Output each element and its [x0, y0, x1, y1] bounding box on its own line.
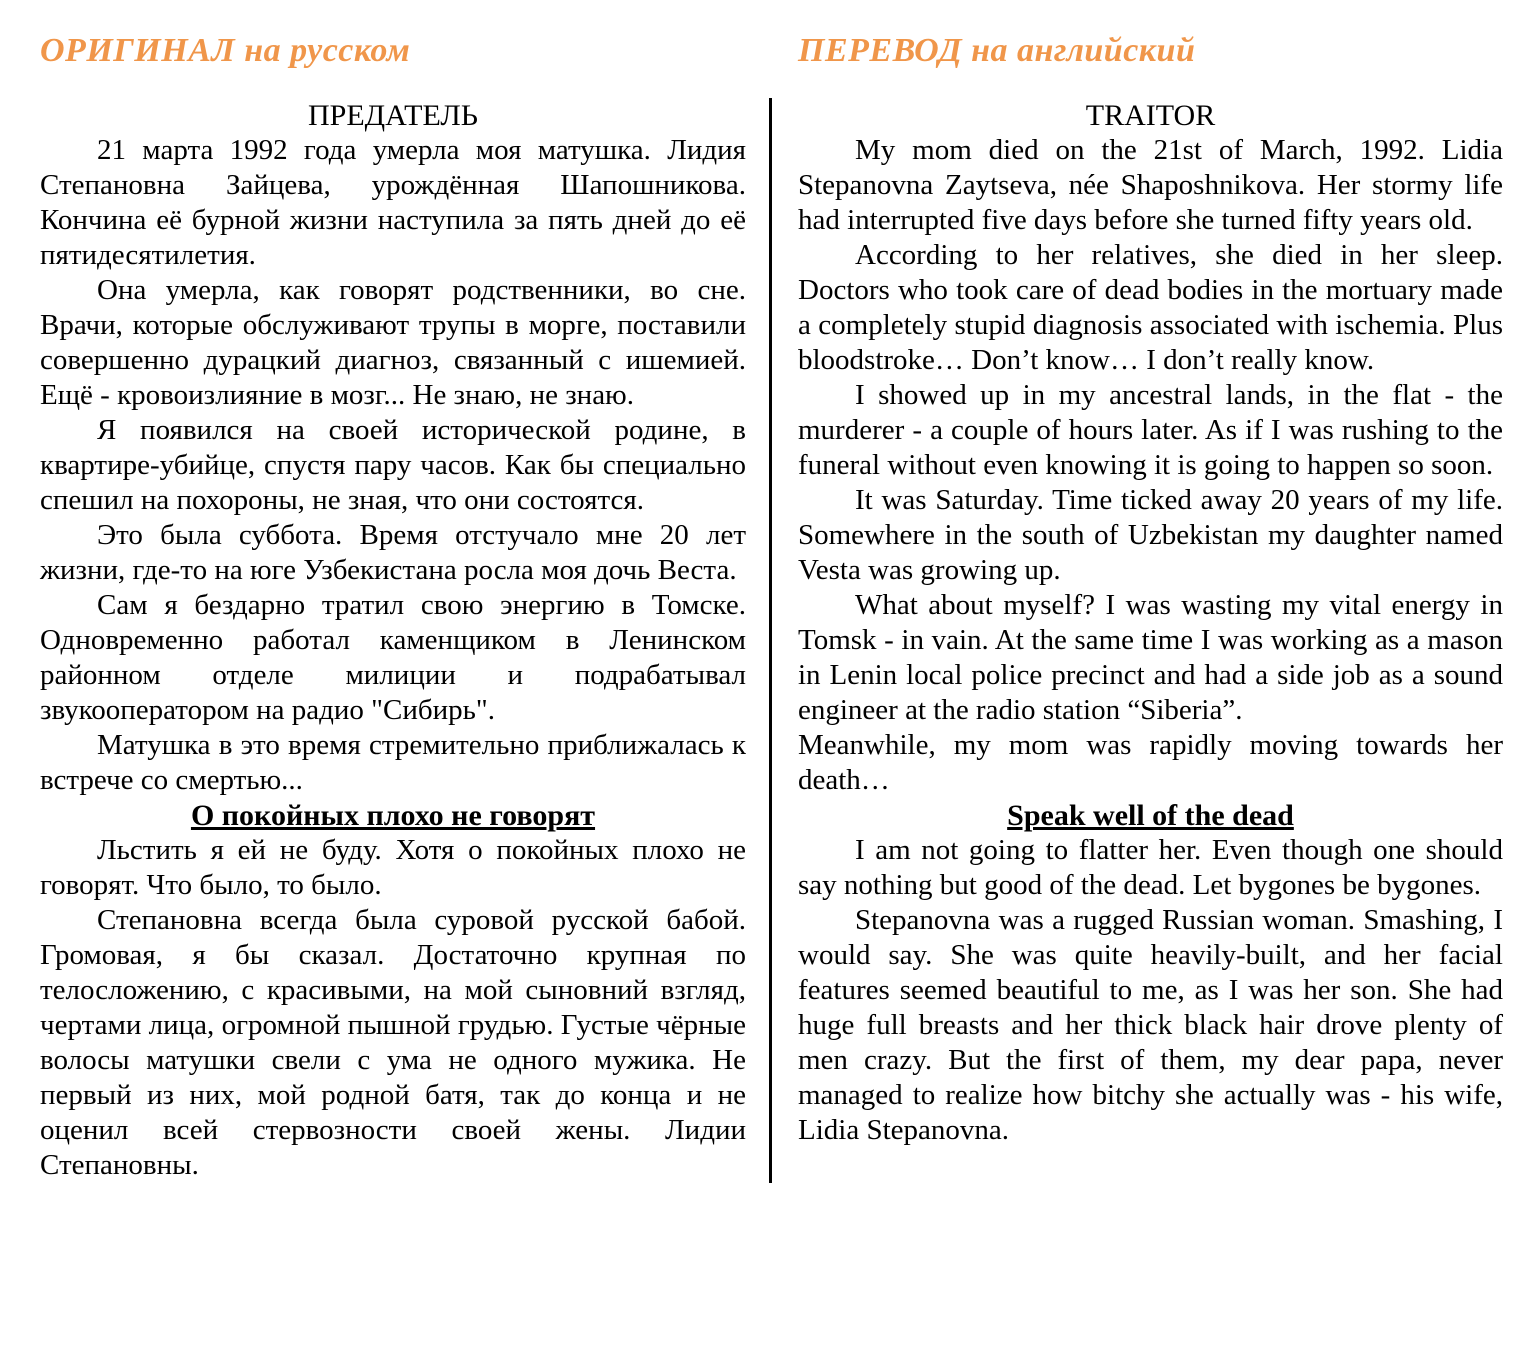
- english-paragraph: I am not going to flatter her. Even though one should say nothing but good of the dead. Let bygones be bygones.: [798, 834, 1503, 901]
- column-headers-row: [40, 30, 1503, 72]
- english-paragraph: It was Saturday. Time ticked away 20 years of my life. Somewhere in the south of Uzbekistan my daughter named Vesta was growing up.: [798, 484, 1503, 586]
- column-divider-line: [769, 98, 772, 1183]
- russian-paragraph: 21 марта 1992 года умерла моя матушка. Лидия Степановна Зайцева, урождённая Шапошникова. Кончина её бурной жизни наступила за пять дней до её пятидесятилетия.: [40, 134, 746, 271]
- russian-story-title: ПРЕДАТЕЛЬ: [308, 99, 478, 132]
- russian-original-column: [40, 98, 746, 1183]
- russian-paragraph: Это была суббота. Время отстучало мне 20 лет жизни, где-то на юге Узбекистана росла моя дочь Веста.: [40, 519, 746, 586]
- russian-paragraph: Степановна всегда была суровой русской бабой. Громовая, я бы сказал. Достаточно крупная по телосложению, с красивыми, на мой сыновний взгляд, чертами лица, огромной пышной грудью. Густые чёрные волосы матушки свели с ума не одного мужика. Не первый из них, мой родной батя, так до конца и не оценил всей стервозности своей жены. Лидии Степановны.: [40, 904, 746, 1181]
- english-paragraph: Meanwhile, my mom was rapidly moving towards her death…: [798, 729, 1503, 796]
- russian-paragraph: Матушка в это время стремительно приближалась к встрече со смертью...: [40, 729, 746, 796]
- english-section-heading: Speak well of the dead: [1007, 799, 1294, 832]
- russian-paragraph: Я появился на своей исторической родине, в квартире-убийце, спустя пару часов. Как бы специально спешил на похороны, не зная, что они состоятся.: [40, 414, 746, 516]
- original-russian-header: ОРИГИНАЛ на русском: [40, 32, 411, 69]
- english-story-title: TRAITOR: [1085, 99, 1216, 132]
- translation-english-header: ПЕРЕВОД на английский: [798, 32, 1196, 69]
- english-paragraph: My mom died on the 21st of March, 1992. Lidia Stepanovna Zaytseva, née Shaposhnikova. Her stormy life had interrupted five days before she turned fifty years old.: [798, 134, 1503, 236]
- russian-section-heading: О покойных плохо не говорят: [190, 799, 596, 832]
- english-paragraph: What about myself? I was wasting my vital energy in Tomsk - in vain. At the same time I was working as a mason in Lenin local police precinct and had a side job as a sound engineer at the radio station “Siberia”.: [798, 589, 1503, 726]
- english-translation-column: [798, 98, 1503, 1183]
- russian-paragraph: Льстить я ей не буду. Хотя о покойных плохо не говорят. Что было, то было.: [40, 834, 746, 901]
- english-paragraph: Stepanovna was a rugged Russian woman. Smashing, I would say. She was quite heavily-built, and her facial features seemed beautiful to me, as I was her son. She had huge full breasts and her thick black hair drove plenty of men crazy. But the first of them, my dear papa, never managed to realize how bitchy she actually was - his wife, Lidia Stepanovna.: [798, 904, 1503, 1146]
- two-column-content: [40, 98, 1503, 1183]
- english-paragraph: According to her relatives, she died in her sleep. Doctors who took care of dead bodies in the mortuary made a completely stupid diagnosis associated with ischemia. Plus bloodstroke… Don’t know… I don’t really know.: [798, 239, 1503, 376]
- russian-paragraph: Она умерла, как говорят родственники, во сне. Врачи, которые обслуживают трупы в морге, поставили совершенно дурацкий диагноз, связанный с ишемией. Ещё - кровоизлияние в мозг... Не знаю, не знаю.: [40, 274, 746, 411]
- english-paragraph: I showed up in my ancestral lands, in the flat - the murderer - a couple of hours later. As if I was rushing to the funeral without even knowing it is going to happen so soon.: [798, 379, 1503, 481]
- russian-paragraph: Сам я бездарно тратил свою энергию в Томске. Одновременно работал каменщиком в Ленинском районном отделе милиции и подрабатывал звукооператором на радио "Сибирь".: [40, 589, 746, 726]
